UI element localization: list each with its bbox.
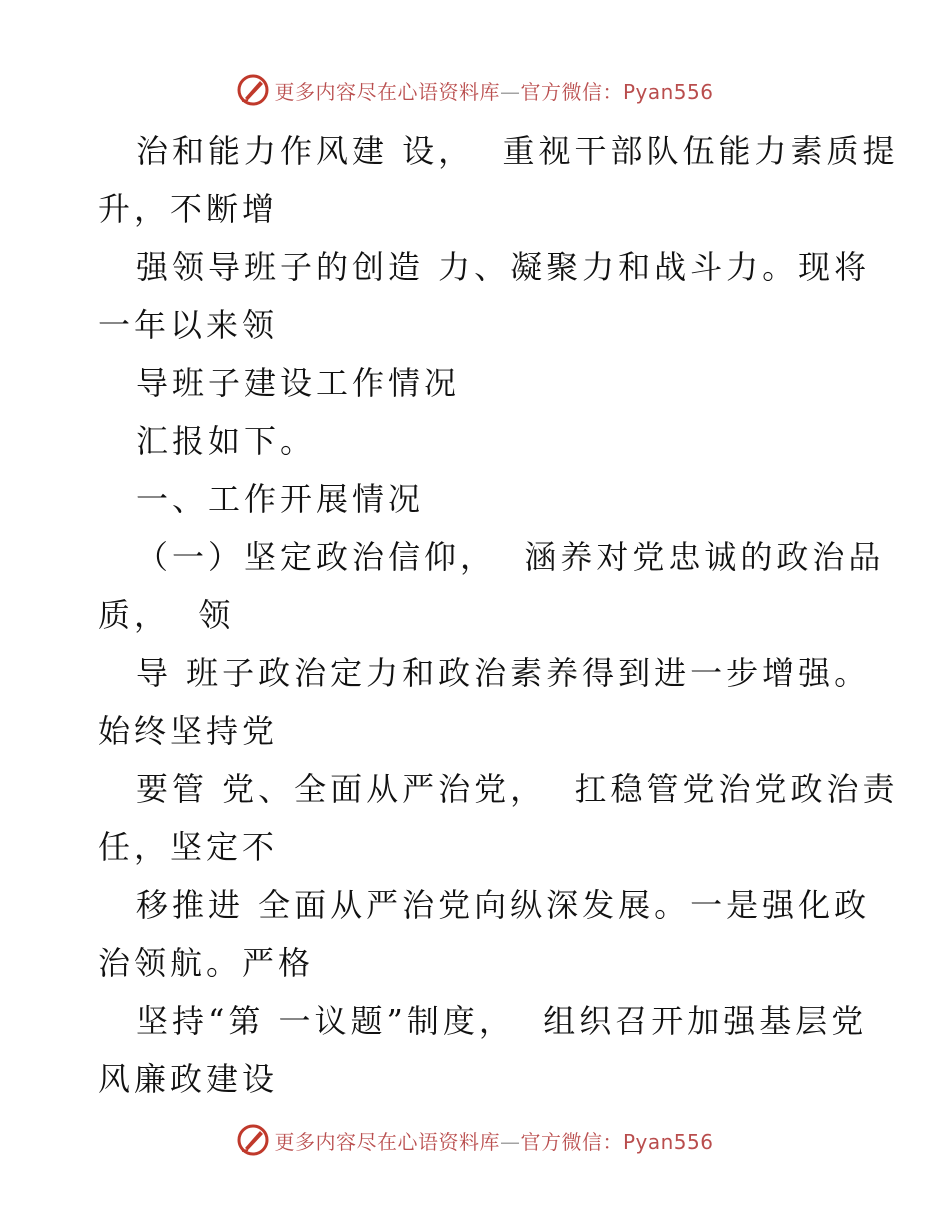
text-line: 要管 党、全面从严治党， 扛稳管党治党政治责 bbox=[136, 770, 899, 808]
watermark-footer bbox=[0, 1120, 950, 1160]
text-line: 坚持“第 一议题”制度， 组织召开加强基层党 bbox=[136, 1002, 868, 1040]
watermark-text bbox=[274, 1126, 713, 1155]
watermark-official-text: 官方微信：Pyan556 bbox=[520, 1129, 714, 1154]
text-line: 治领航。严格 bbox=[98, 944, 315, 982]
text-line: 质， 领 bbox=[98, 596, 235, 634]
watermark-main-text: 更多内容尽在心语资料库 bbox=[274, 1129, 500, 1154]
text-line: 升，不断增 bbox=[98, 190, 279, 228]
text-line: 强领导班子的创造 力、凝聚力和战斗力。现将 bbox=[136, 248, 871, 286]
text-line: 导 班子政治定力和政治素养得到进一步增强。 bbox=[136, 654, 871, 692]
text-line: 任，坚定不 bbox=[98, 828, 279, 866]
quill-logo-icon bbox=[236, 73, 270, 107]
watermark-separator: — bbox=[499, 79, 521, 104]
quill-logo-icon bbox=[236, 1123, 270, 1157]
text-line: 移推进 全面从严治党向纵深发展。一是强化政 bbox=[136, 886, 871, 924]
section-heading: 一、工作开展情况 bbox=[136, 480, 425, 518]
text-line: 汇报如下。 bbox=[136, 422, 317, 460]
text-line: 导班子建设工作情况 bbox=[136, 364, 461, 402]
document-body bbox=[98, 122, 899, 1108]
subsection-heading: （一）坚定政治信仰， 涵养对党忠诚的政治品 bbox=[136, 538, 885, 576]
watermark-main-text: 更多内容尽在心语资料库 bbox=[274, 79, 500, 104]
text-line: 一年以来领 bbox=[98, 306, 279, 344]
watermark-text bbox=[274, 76, 713, 105]
watermark-official-text: 官方微信：Pyan556 bbox=[520, 79, 714, 104]
text-line: 始终坚持党 bbox=[98, 712, 279, 750]
text-line: 风廉政建设 bbox=[98, 1060, 279, 1098]
watermark-header bbox=[0, 70, 950, 110]
text-line: 治和能力作风建 设， 重视干部队伍能力素质提 bbox=[136, 132, 899, 170]
watermark-separator: — bbox=[499, 1129, 521, 1154]
